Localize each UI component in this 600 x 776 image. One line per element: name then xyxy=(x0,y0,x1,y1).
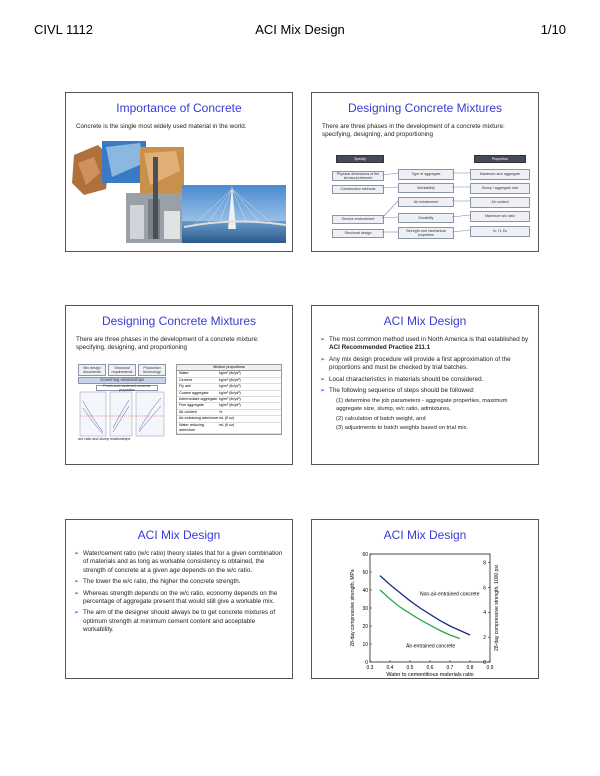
specify-header: Specify xyxy=(336,155,384,163)
diagram-box: f'c, f't, Ec xyxy=(470,226,530,237)
table-cell: mL (fl oz) xyxy=(219,416,235,421)
table-cell: Coarse aggregate xyxy=(179,390,209,395)
y-right-tick-label: 4 xyxy=(483,610,486,617)
step-item: (1) determine the job parameters - aggregate properties, maximum aggregate size, slump, w/c ratio, admixtures, xyxy=(336,398,508,413)
diagram-box: Durability xyxy=(398,213,454,223)
y-right-axis-label: 28-day compressive strength, 1000 psi xyxy=(494,565,500,651)
bullet-item: ➢ The lower the w/c ratio, the higher the concrete strength. xyxy=(74,578,286,586)
slide-bullets xyxy=(74,550,286,638)
table-cell: Air-entraining admixture xyxy=(179,416,219,421)
table-cell: kg/m³ (lb/yd³) xyxy=(219,390,241,395)
series-label: Non-air-entrained concrete xyxy=(420,591,480,598)
x-tick-label: 0.5 xyxy=(406,665,414,671)
bullet-item: ➢ Any mix design procedure will provide a first approximation of the proportions and must be checked by trial batches. xyxy=(320,356,532,373)
slide-title: ACI Mix Design xyxy=(383,314,467,328)
slide-aci-mix-design-2 xyxy=(65,519,293,679)
proportions-table xyxy=(176,364,282,435)
y-right-tick-label: 6 xyxy=(483,585,486,592)
y-right-tick-label: 8 xyxy=(483,560,486,567)
x-tick-label: 0.4 xyxy=(386,665,394,671)
governing-band: Governing relationships xyxy=(78,377,166,384)
slide-text: There are three phases in the development of a concrete mixture: specifying, designing, and proportioning xyxy=(322,123,505,139)
table-cell: Water reducing admixture xyxy=(179,422,204,433)
table-title: Mixture proportions xyxy=(177,365,281,371)
bullet-item: ➢ The following sequence of steps should be followed: xyxy=(320,387,532,395)
slide-title: ACI Mix Design xyxy=(137,528,221,542)
diagram-box: Production technology xyxy=(138,364,166,376)
table-cell: mL (fl oz) xyxy=(219,422,235,427)
diagram-box: Mix design documents xyxy=(78,364,106,376)
sandstone-photo xyxy=(140,147,184,193)
diagram-box: Type of aggregate xyxy=(398,169,454,180)
course-code: CIVL 1112 xyxy=(34,22,94,37)
table-cell: Fine aggregate xyxy=(179,403,204,408)
y-tick-label: 60 xyxy=(362,551,368,558)
diagram-box: Service environment xyxy=(332,215,384,224)
y-right-tick-label: 2 xyxy=(483,634,486,641)
y-tick-label: 20 xyxy=(362,623,368,630)
series-label: Air-entrained concrete xyxy=(406,643,456,650)
diagram-box: Structural requirements xyxy=(108,364,136,376)
table-cell: kg/m³ (lb/yd³) xyxy=(219,397,241,402)
table-cell: Fly ash xyxy=(179,384,191,389)
properties-band: Fresh and hardened concrete properties xyxy=(96,385,158,391)
slide-designing-mixtures-1 xyxy=(311,92,539,252)
diagram-box: Structural design xyxy=(332,229,384,238)
table-cell: kg/m³ (lb/yd³) xyxy=(219,371,241,376)
series-line xyxy=(380,576,470,635)
diagram-box: Strength and mechanical properties xyxy=(398,227,454,239)
slide-title: Importance of Concrete xyxy=(116,101,242,115)
step-item: (3) adjustments to batch weights based on trial mix. xyxy=(336,425,469,432)
x-tick-label: 0.3 xyxy=(366,665,374,671)
table-cell: Air content xyxy=(179,409,197,414)
bullet-item: ➢ Whereas strength depends on the w/c ratio, economy depends on the percentage of aggregate present that would still give a workable mix. xyxy=(74,590,286,607)
step-item: (2) calculation of batch weight, and xyxy=(336,415,426,422)
x-tick-label: 0.7 xyxy=(446,665,454,671)
x-axis-label: Water to cementitious materials ratio xyxy=(386,672,474,678)
diagram-caption: w/c ratio and slump relationships xyxy=(78,437,131,441)
slide-designing-mixtures-2 xyxy=(65,305,293,465)
slide-importance-of-concrete xyxy=(65,92,293,252)
diagram-box: Air entrainment xyxy=(398,197,454,207)
slide-aci-mix-design-1 xyxy=(311,305,539,465)
bullet-item: ➢ Water/cement ratio (w/c ratio) theory states that for a given combination of materials and as long as workable consistency is obtained, the strength of concrete at a given age depends on the w/c ratio. xyxy=(74,550,286,575)
table-cell: Intermediate aggregate xyxy=(179,397,218,402)
slide-title: Designing Concrete Mixtures xyxy=(347,101,503,115)
slide-text: There are three phases in the development of a concrete mixture: specifying, designing, and proportioning xyxy=(76,336,259,352)
page-title: ACI Mix Design xyxy=(255,22,345,37)
page-number: 1/10 xyxy=(540,22,566,37)
y-tick-label: 0 xyxy=(365,659,368,666)
diagram-connectors xyxy=(312,93,538,251)
proportion-header: Proportion xyxy=(474,155,526,163)
concrete-photos xyxy=(66,93,292,251)
y-tick-label: 50 xyxy=(362,569,368,576)
table-cell: kg/m³ (lb/yd³) xyxy=(219,377,241,382)
slide-aci-mix-design-chart xyxy=(311,519,539,679)
cement-closeup-photo xyxy=(102,141,146,183)
diagram-box: Air content xyxy=(470,197,530,208)
x-tick-label: 0.8 xyxy=(466,665,474,671)
diagram-box: Construction methods xyxy=(332,185,384,194)
y-right-tick-label: 0 xyxy=(483,659,486,666)
table-cell: Cement xyxy=(179,377,192,382)
slide-text: Concrete is the single most widely used material in the world. xyxy=(76,123,247,130)
x-tick-label: 0.9 xyxy=(486,665,494,671)
diagram-box: Maximum w/c ratio xyxy=(470,211,530,222)
slide-title: ACI Mix Design xyxy=(383,528,467,542)
slide-title: Designing Concrete Mixtures xyxy=(101,314,257,328)
cable-bridge-photo xyxy=(182,185,286,243)
diagram-box: Workability xyxy=(398,183,454,193)
table-cell: % xyxy=(219,409,223,414)
x-tick-label: 0.6 xyxy=(426,665,434,671)
y-tick-label: 40 xyxy=(362,587,368,594)
diagram-box: Slump / aggregate size xyxy=(470,183,530,194)
table-cell: kg/m³ (lb/yd³) xyxy=(219,384,241,389)
bullet-item: ➢ Local characteristics in materials should be considered. xyxy=(320,376,532,384)
y-axis-label: 28-day compressive strength, MPa xyxy=(350,569,356,647)
table-cell: kg/m³ (lb/yd³) xyxy=(219,403,241,408)
diagram-box: Physical dimensions of the structural element xyxy=(332,171,384,181)
strength-chart xyxy=(312,520,538,678)
slide-bullets xyxy=(320,336,532,435)
table-cell: Water xyxy=(179,371,189,376)
bullet-item: ➢ The aim of the designer should always be to get concrete mixtures of optimum strength at minimum cement content and acceptable workability. xyxy=(74,609,286,634)
y-tick-label: 30 xyxy=(362,605,368,612)
diagram-box: Maximum-size aggregate xyxy=(470,169,530,180)
bullet-item: ➢ The most common method used in North America is that established by ACI Recommended Practice 211.1 xyxy=(320,336,532,353)
y-tick-label: 10 xyxy=(362,641,368,648)
table-row xyxy=(177,423,281,435)
